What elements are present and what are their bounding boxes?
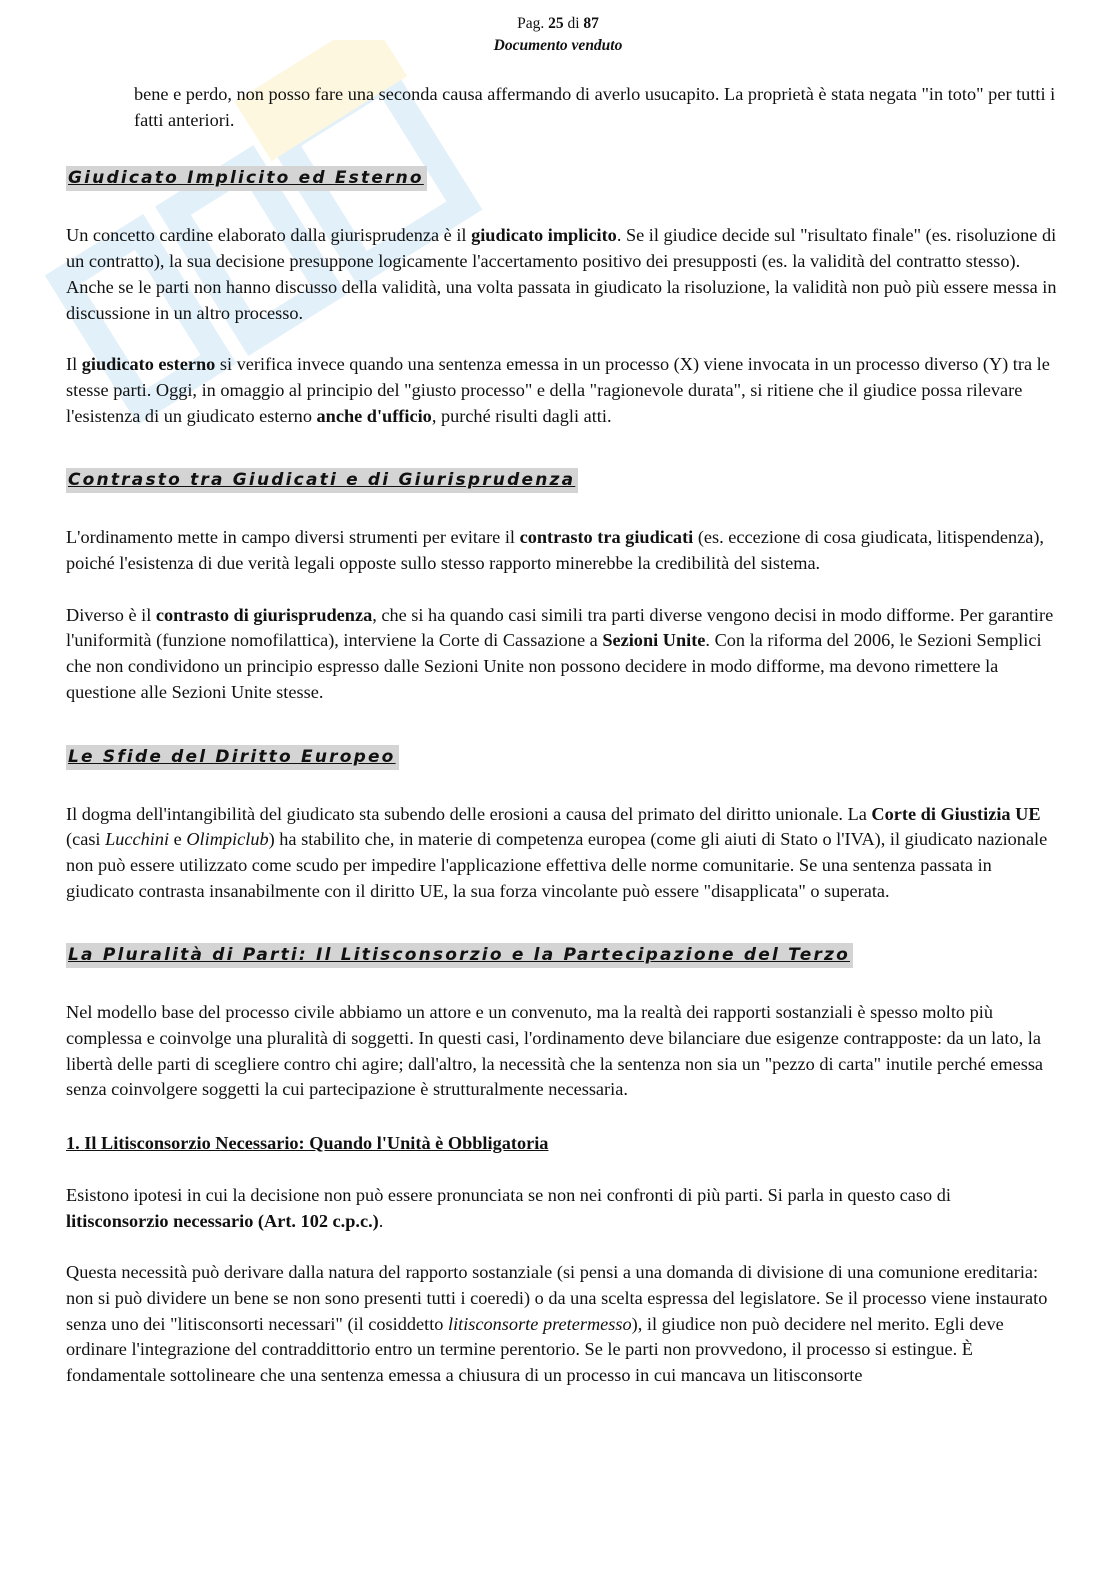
paragraph: Il giudicato esterno si verifica invece quando una sentenza emessa in un processo (X) viene invocata in un processo diverso (Y) tra le stesse parti. Oggi, in omaggio al principio del "giusto processo" e della "ragionevole durata", si ritiene che il giudice possa rilevare l'esistenza di un giudicato esterno anche d'ufficio, purché risulti dagli atti. xyxy=(66,354,1050,426)
paragraph: L'ordinamento mette in campo diversi strumenti per evitare il contrasto tra giudicati (es. eccezione di cosa giudicata, litispendenza), poiché l'esistenza di due verità legali opposte sullo stesso rapporto minerebbe la credibilità del sistema. xyxy=(66,527,1044,574)
section-heading xyxy=(66,942,1058,968)
paragraph: Esistono ipotesi in cui la decisione non può essere pronunciata se non nei confronti di più parti. Si parla in questo caso di litisconsorzio necessario (Art. 102 c.p.c.). xyxy=(66,1184,951,1231)
subheading-litisconsorzio-necessario: 1. Il Litisconsorzio Necessario: Quando l'Unità è Obbligatoria xyxy=(66,1133,549,1154)
page-number: Pag. 25 di 87 xyxy=(517,15,599,32)
document-label: Documento venduto xyxy=(493,37,623,54)
paragraph: Il dogma dell'intangibilità del giudicato sta subendo delle erosioni a causa del primato del diritto unionale. La Corte di Giustizia UE (casi Lucchini e Olimpiclub) ha stabilito che, in materie di competenza europea (come gli aiuti di Stato o l'IVA), il giudicato nazionale non può essere utilizzato come scudo per impedire l'applicazione effettiva delle norme comunitarie. Se una sentenza passata in giudicato contrasta insanabilmente con il diritto UE, la sua forza vincolante può essere "disapplicata" o superata. xyxy=(66,803,1048,901)
heading-diritto-europeo: Le Sfide del Diritto Europeo xyxy=(66,745,399,770)
page-header xyxy=(0,13,1116,57)
paragraph: Questa necessità può derivare dalla natura del rapporto sostanziale (si pensi a una domanda di divisione di una comunione ereditaria: non si può dividere un bene se non sono presenti tutti i coeredi) o da una scelta espressa del legislatore. Se il processo viene instaurato senza uno dei "litisconsorti necessari" (il cosiddetto litisconsorte pretermesso), il giudice non può decidere nel merito. Egli deve ordinare l'integrazione del contraddittorio entro un termine perentorio. Se le parti non provvedono, il processo si estingue. È fondamentale sottolineare che una sentenza emessa a chiusura di un processo in cui mancava un litisconsorte xyxy=(66,1262,1048,1386)
paragraph: Nel modello base del processo civile abbiamo un attore e un convenuto, ma la realtà dei rapporti sostanziali è spesso molto più complessa e coinvolge una pluralità di soggetti. In questi casi, l'ordinamento deve bilanciare due esigenze contrapposte: da un lato, la libertà delle parti di scegliere contro chi agire; dall'altro, la necessità che la sentenza non sia un "pezzo di carta" inutile perché emessa senza coinvolgere soggetti la cui partecipazione è strutturalmente necessaria. xyxy=(66,1002,1044,1100)
paragraph: Un concetto cardine elaborato dalla giurisprudenza è il giudicato implicito. Se il giudice decide sul "risultato finale" (es. risoluzione di un contratto), la sua decisione presuppone logicamente l'accertamento positivo dei presupposti (es. la validità del contratto stesso). Anche se le parti non hanno discusso della validità, una volta passata in giudicato la risoluzione, la validità non può più essere messa in discussione in un altro processo. xyxy=(66,225,1057,323)
section-heading xyxy=(66,467,1058,493)
paragraph: Diverso è il contrasto di giurisprudenza, che si ha quando casi simili tra parti diverse vengono decisi in modo difforme. Per garantire l'uniformità (funzione nomofilattica), interviene la Corte di Cassazione a Sezioni Unite. Con la riforma del 2006, le Sezioni Semplici che non condividono un principio espresso dalle Sezioni Unite non possono decidere in modo difforme, ma devono rimettere la questione alle Sezioni Unite stesse. xyxy=(66,604,1054,702)
heading-contrasto: Contrasto tra Giudicati e di Giurisprudenza xyxy=(66,468,578,493)
document-body xyxy=(66,82,1058,1389)
heading-giudicato-implicito: Giudicato Implicito ed Esterno xyxy=(66,166,427,191)
section-heading xyxy=(66,744,1058,770)
section-heading xyxy=(66,165,1058,191)
intro-paragraph: bene e perdo, non posso fare una seconda causa affermando di averlo usucapito. La proprietà è stata negata "in toto" per tutti i fatti anteriori. xyxy=(134,84,1056,130)
heading-pluralita-parti: La Pluralità di Parti: Il Litisconsorzio e la Partecipazione del Terzo xyxy=(66,943,853,968)
